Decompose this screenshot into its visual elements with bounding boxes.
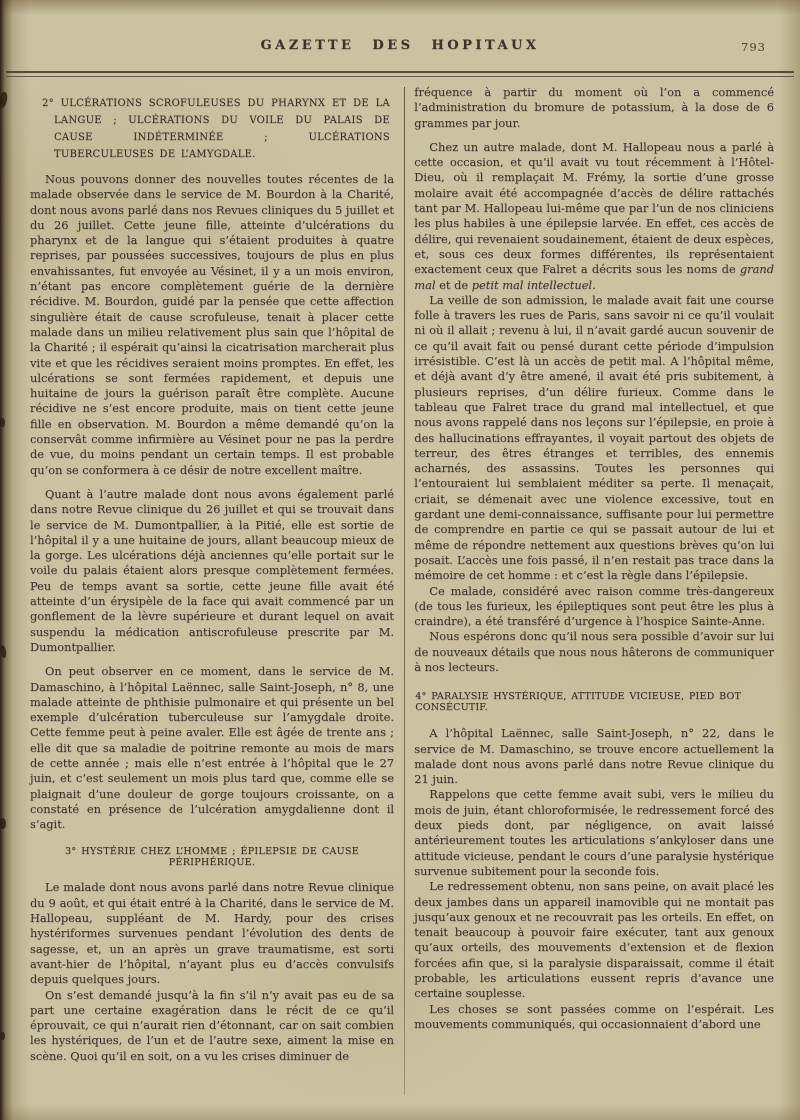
page-number: 793 — [741, 40, 766, 54]
header-double-rule — [6, 71, 794, 77]
ink-smudge — [0, 418, 5, 427]
left-column — [30, 85, 394, 1095]
journal-title: GAZETTE DES HOPITAUX — [260, 38, 540, 53]
right-paragraph-2-text-a: Chez un autre malade, dont M. Hallopeau nous a parlé à cette occasion, et qu’il avait vu tout récemment à l’Hôtel-Dieu, où il remplaçait M. Frémy, la sortie d’une grosse molaire avait été accompagnée d’accès de délire rattachés tant par M. Hallopeau lui-même que par l’un de nos cliniciens les plus habiles à une épilepsie larvée. En effet, ces accès de délire, qui revenaient soudainement, étaient de deux espèces, et, sous ces deux formes différentes, ils représentaient exactement ceux que Falret a décrits sous les noms de — [414, 139, 774, 277]
right-paragraph-9: Les choses se sont passées comme on l’espérait. Les mouvements communiqués, qui occasionnaient d’abord une — [414, 1001, 774, 1031]
right-paragraph-7: Rappelons que cette femme avait subi, vers le milieu du mois de juin, étant chloroformisée, le redressement forcé des deux pieds dont, par négligence, on avait laissé antérieurement toutes les articulations s’ankyloser dans une attitude vicieuse, pendant le cours d’une paralysie hystérique survenue subitement pour la seconde fois. — [414, 787, 774, 878]
right-paragraph-1: fréquence à partir du moment où l’on a commencé l’administration du bromure de potassium, à la dose de 6 grammes par jour. — [414, 85, 774, 130]
right-paragraph-2-text-c: . — [592, 277, 596, 292]
term-petit-mal-intellectuel: petit mal intellectuel — [471, 277, 593, 292]
right-paragraph-3: La veille de son admission, le malade avait fait une course folle à travers les rues de Paris, sans savoir ni ce qu’il voulait ni où il allait ; revenu à lui, il n’avait gardé aucun souvenir de ce qu’il avait fait ou pensé durant cette période d’impulsion irrésistible. C’est là un accès de petit mal. A l’hôpital même, et déjà avant d’y être amené, il avait été pris subitement, à plusieurs reprises, d’un délire furieux. Comme dans le tableau que Falret trace du grand mal intellectuel, et que nous avons rappelé dans nos leçons sur l’épilepsie, en proie à des hallucinations effrayantes, il voyait partout des objets de terreur, des êtres étranges et terribles, des ennemis acharnés, des assassins. Toutes les personnes qui l’entouraient lui semblaient méditer sa perte. Il menaçait, criait, se démenait avec une violence excessive, tout en gardant une demi-connaissance, suffisante pour lui permettre de comprendre en partie ce qui se passait autour de lui et même de répondre nettement aux questions brèves qu’on lui posait. L’accès une fois passé, il n’en restait pas trace dans la mémoire de cet homme : et c’est la règle dans l’épilepsie. — [414, 292, 774, 583]
page-header — [0, 0, 800, 62]
right-paragraph-2-text-b: et de — [435, 277, 472, 292]
left-paragraph-5: On s’est demandé jusqu’à la fin s’il n’y avait pas eu de sa part une certaine exagération dans le récit de ce qu’il éprouvait, ce qui n’aurait rien d’étonnant, car on sait combien les hystériques, de l’un et de l’autre sexe, aiment la mise en scène. Quoi qu’il en soit, on a vu les crises diminuer de — [30, 987, 394, 1063]
section-heading-ulcerations: 2° ULCÉRATIONS SCROFULEUSES DU PHARYNX ET DE LA LANGUE ; ULCÉRATIONS DU VOILE DU PALAIS DE CAUSE INDÉTERMINÉE ; ULCÉRATIONS TUBERCULEUSES DE L’AMYGDALE. — [42, 98, 390, 160]
left-paragraph-3: On peut observer en ce moment, dans le service de M. Damaschino, à l’hôpital Laënnec, salle Saint-Joseph, n° 8, une malade atteinte de phthisie pulmonaire et qui présente un bel exemple d’ulcération tuberculeuse sur l’amygdale droite. Cette femme peut à peine avaler. Elle est âgée de trente ans ; elle dit que sa maladie de poitrine remonte au mois de mars de cette année ; mais elle n’est entrée à l’hôpital que le 27 juin, et c’est seulement un mois plus tard que, comme elle se plaignait d’une douleur de gorge toujours croissante, on a constaté en présence de l’ulcération amygdalienne dont il s’agit. — [30, 664, 394, 832]
right-paragraph-2 — [414, 140, 774, 293]
left-paragraph-1: Nous pouvons donner des nouvelles toutes récentes de la malade observée dans le service de M. Bourdon à la Charité, dont nous avons parlé dans nos Revues cliniques du 5 juillet et du 26 juillet. Cette jeune fille, atteinte d’ulcérations du pharynx et de la langue qui s’étaient produites à quatre reprises, par poussées successives, toujours de plus en plus envahissantes, fut envoyée au Vésinet, il y a un mois environ, n’étant pas encore complètement guérie de la dernière récidive. M. Bourdon, guidé par la pensée que cette affection singulière était de cause scrofuleuse, tenait à placer cette malade dans un milieu relativement plus sain que l’hôpital de la Charité ; il espérait qu’ainsi la cicatrisation marcherait plus vite et que les récidives seraient moins promptes. En effet, les ulcérations se sont fermées rapidement, et depuis une huitaine de jours la guérison paraît être complète. Aucune récidive ne s’est encore produite, mais on tient cette jeune fille en observation. M. Bourdon a même demandé qu’on la conservât comme infirmière au Vésinet pour ne pas la perdre de vue, du moins pendant un certain temps. Il est probable qu’on se conformera à ce désir de notre excellent maître. — [30, 172, 394, 477]
ink-smudge — [0, 818, 6, 829]
right-paragraph-5: Nous espérons donc qu’il nous sera possible d’avoir sur lui de nouveaux détails que nous nous hâterons de communiquer à nos lecteurs. — [414, 629, 774, 674]
section-heading-hysterie: 3° HYSTÉRIE CHEZ L’HOMME ; ÉPILEPSIE DE CAUSE PÉRIPHÉRIQUE. — [65, 846, 359, 869]
right-column — [414, 85, 774, 1095]
right-paragraph-6: A l’hôpital Laënnec, salle Saint-Joseph, n° 22, dans le service de M. Damaschino, se trouve encore actuellement la malade dont nous avons parlé dans notre Revue clinique du 21 juin. — [414, 726, 774, 787]
ink-smudge — [1, 1032, 5, 1040]
right-paragraph-8: Le redressement obtenu, non sans peine, on avait placé les deux jambes dans un appareil inamovible qui ne montait pas jusqu’aux genoux et ne recouvrait pas les orteils. En effet, on tenait beaucoup à pouvoir faire exécuter, tant aux genoux qu’aux orteils, des mouvements d’extension et de flexion forcées afin que, si la paralysie disparaissait, comme il était probable, les articulations eussent repris d’avance une certaine souplesse. — [414, 879, 774, 1001]
left-paragraph-4: Le malade dont nous avons parlé dans notre Revue clinique du 9 août, et qui était entré à la Charité, dans le service de M. Hallopeau, suppléant de M. Hardy, pour des crises hystériformes survenues pendant l’évolution des dents de sagesse, et, un an après un grave traumatisme, est sorti avant-hier de l’hôpital, n’ayant plus eu d’accès convulsifs depuis quelques jours. — [30, 880, 394, 987]
section-heading-paralysie: 4° PARALYSIE HYSTÉRIQUE, ATTITUDE VICIEUSE, PIED BOT CONSÉCUTIF. — [415, 691, 742, 714]
column-divider — [404, 87, 405, 1095]
left-paragraph-2: Quant à l’autre malade dont nous avons également parlé dans notre Revue clinique du 26 juillet et qui se trouvait dans le service de M. Dumontpallier, à la Pitié, elle est sortie de l’hôpital il y a une huitaine de jours, allant beaucoup mieux de la gorge. Les ulcérations déjà anciennes qu’elle portait sur le voile du palais étaient alors presque complètement fermées. Peu de temps avant sa sortie, cette jeune fille avait été atteinte d’un érysipèle de la face qui avait commencé par un gonflement de la lèvre supérieure et durant lequel on avait suspendu la médication antiscrofuleuse prescrite par M. Dumontpallier. — [30, 486, 394, 654]
right-paragraph-4: Ce malade, considéré avec raison comme très-dangereux (de tous les furieux, les épileptiques sont peut être les plus à craindre), a été transféré d’urgence à l’hospice Sainte-Anne. — [414, 583, 774, 629]
text-columns — [0, 85, 800, 1095]
term-grand-mal: grand mal — [414, 262, 774, 292]
